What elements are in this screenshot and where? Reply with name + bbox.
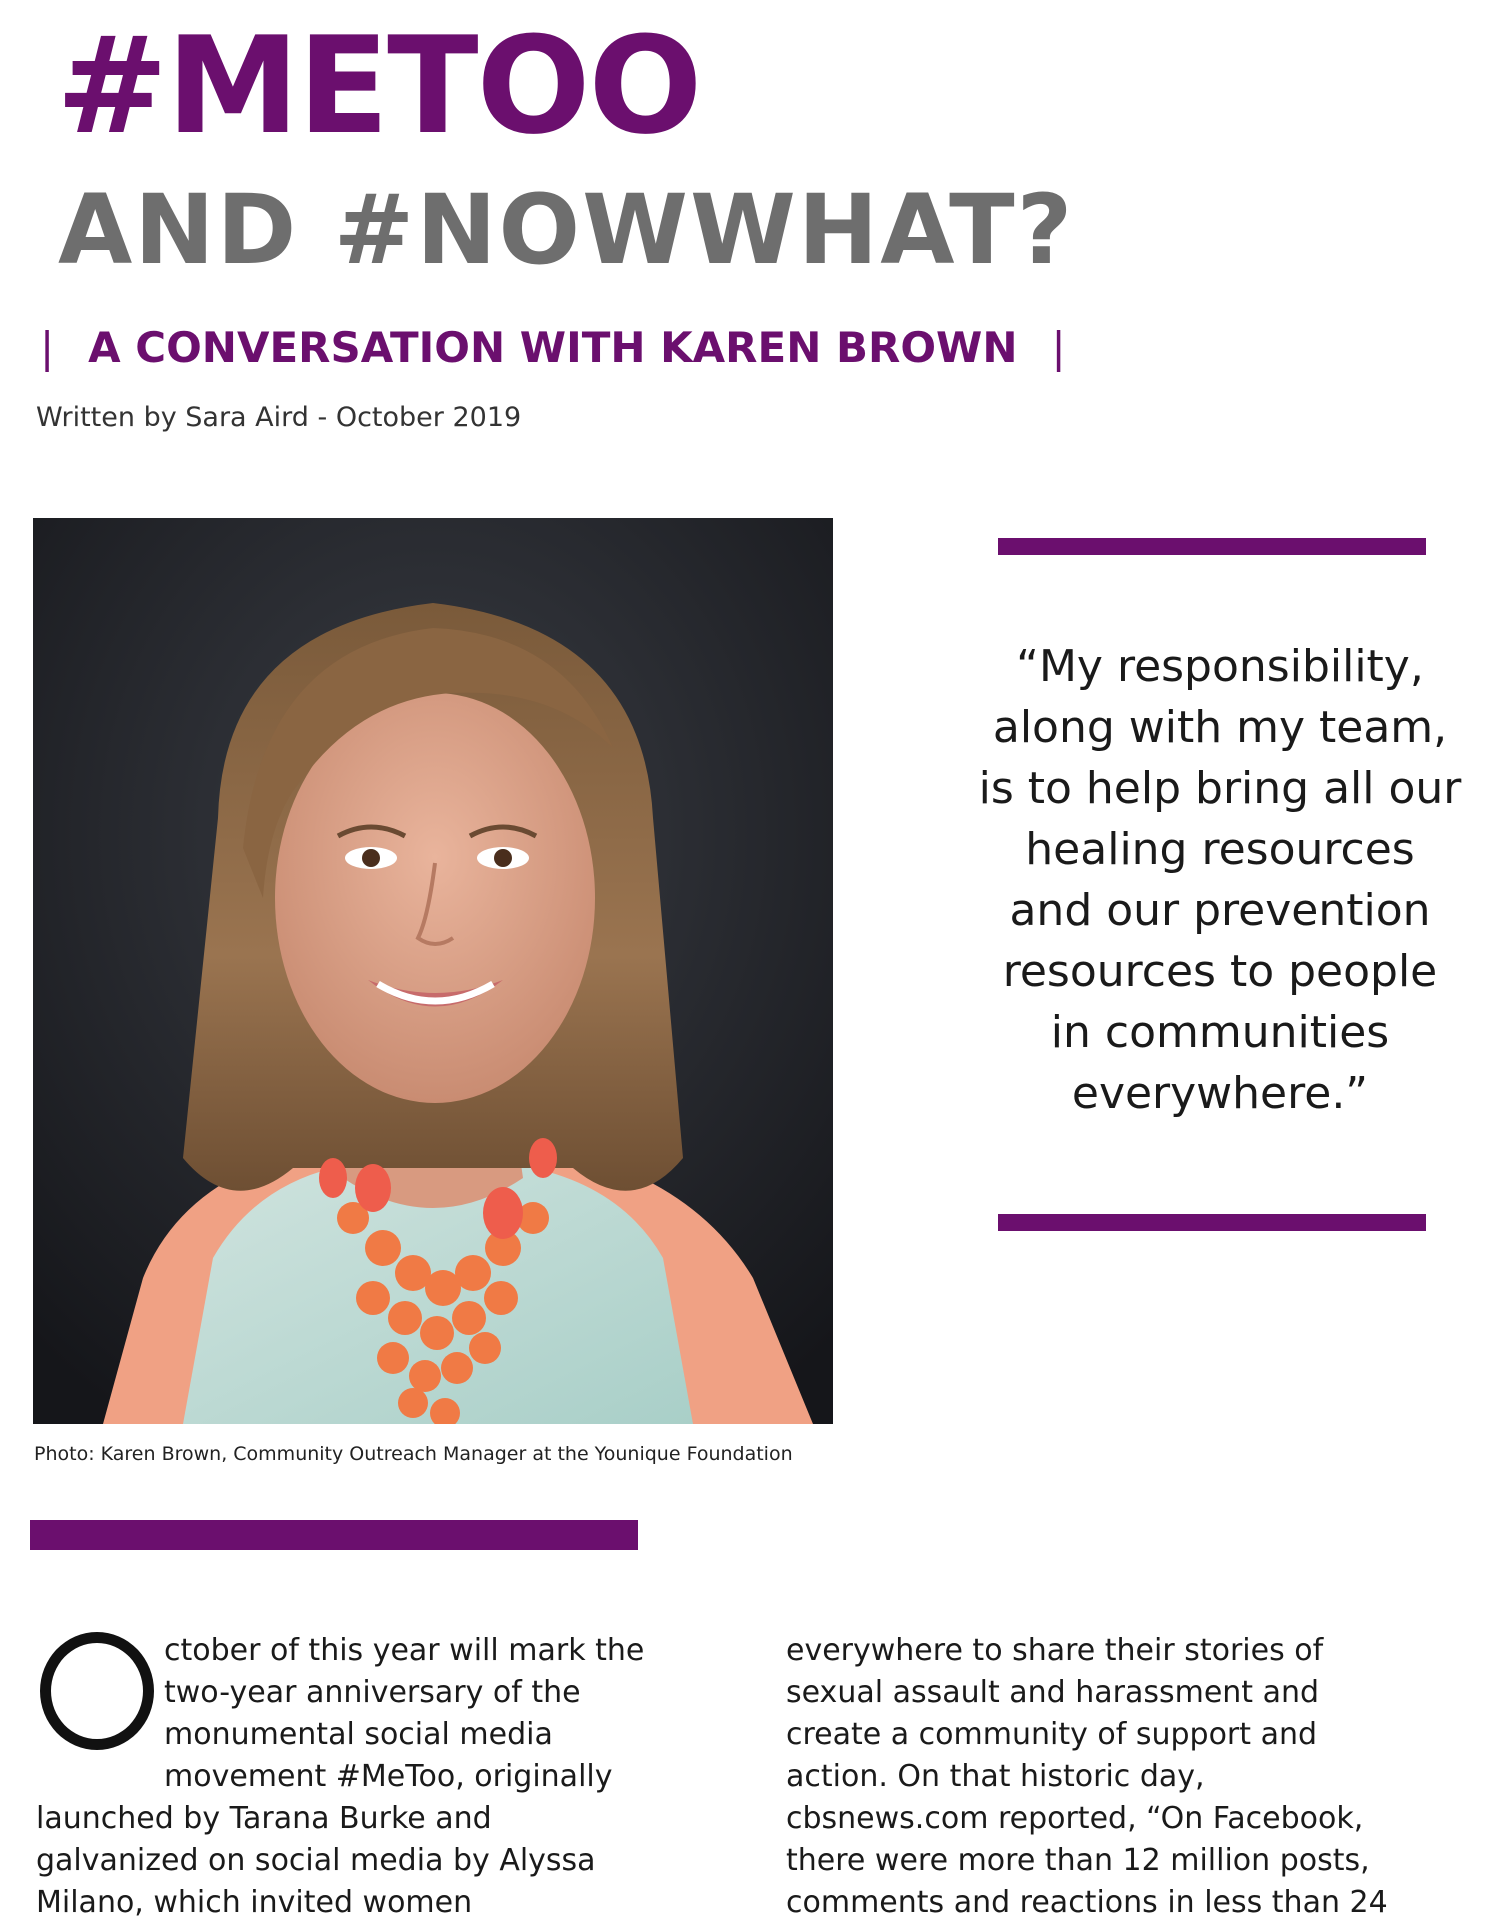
- headline-nowwhat: AND #NOWWHAT?: [58, 174, 1075, 286]
- pull-quote-line: resources to people: [1002, 946, 1438, 997]
- portrait-illustration: [33, 518, 833, 1424]
- article-line: movement #MeToo, originally: [164, 1759, 613, 1794]
- pull-quote-line: in communities: [1050, 1007, 1390, 1058]
- pull-quote-line: and our prevention: [1009, 885, 1431, 936]
- article-subtitle: [40, 320, 1066, 376]
- article-line: galvanized on social media by Alyssa: [36, 1843, 596, 1878]
- article-line: everywhere to share their stories of: [786, 1633, 1324, 1668]
- article-line: monumental social media: [164, 1717, 553, 1752]
- article-line: ctober of this year will mark the: [164, 1633, 645, 1668]
- article-line: action. On that historic day,: [786, 1759, 1205, 1794]
- pull-quote-line: is to help bring all our: [978, 763, 1462, 814]
- subtitle-bar-right: |: [1051, 323, 1066, 372]
- photo-caption: Photo: Karen Brown, Community Outreach Manager at the Younique Foundation: [34, 1443, 793, 1465]
- article-line: there were more than 12 million posts,: [786, 1843, 1370, 1878]
- byline: Written by Sara Aird - October 2019: [36, 402, 522, 433]
- headline-metoo: #METOO: [56, 8, 701, 164]
- article-line: Milano, which invited women: [36, 1885, 473, 1920]
- portrait-photo: [33, 518, 833, 1424]
- article-line: two-year anniversary of the: [164, 1675, 581, 1710]
- section-divider: [30, 1520, 638, 1550]
- pull-quote: [970, 636, 1470, 1124]
- pull-quote-line: everywhere.”: [1071, 1068, 1369, 1119]
- article-line: launched by Tarana Burke and: [36, 1801, 492, 1836]
- pull-quote-line: along with my team,: [992, 702, 1448, 753]
- pull-quote-line: healing resources: [1025, 824, 1415, 875]
- quote-divider-top: [998, 538, 1426, 555]
- article-column-right: [786, 1630, 1466, 1924]
- pull-quote-line: “My responsibility,: [1016, 641, 1424, 692]
- article-line: cbsnews.com reported, “On Facebook,: [786, 1801, 1364, 1836]
- article-column-left: [36, 1630, 696, 1924]
- article-line: comments and reactions in less than 24: [786, 1885, 1388, 1920]
- subtitle-bar-left: |: [40, 323, 55, 372]
- subtitle-text: A CONVERSATION WITH KAREN BROWN: [88, 323, 1018, 372]
- article-line: create a community of support and: [786, 1717, 1318, 1752]
- quote-divider-bottom: [998, 1214, 1426, 1231]
- article-line: sexual assault and harassment and: [786, 1675, 1320, 1710]
